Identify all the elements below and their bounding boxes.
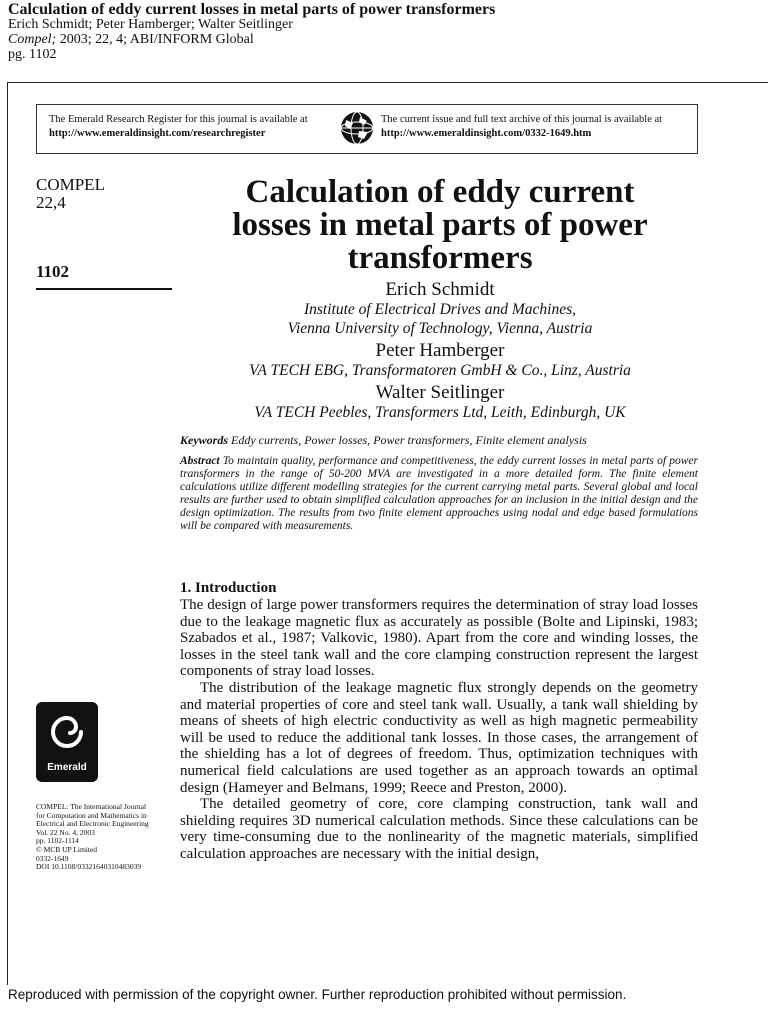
author-affiliation: VA TECH EBG, Transformatoren GmbH & Co., Linz, Austria [249,362,631,379]
article-title [180,176,700,275]
document-title: Calculation of eddy current losses in metal parts of power transformers [8,1,496,18]
author-affiliation: VA TECH Peebles, Transformers Ltd, Leith, Edinburgh, UK [254,404,626,421]
citation-line: © MCB UP Limited [36,844,98,854]
journal-name: COMPEL [36,175,105,194]
abstract [180,455,698,533]
register-left-link[interactable]: http://www.emeraldinsight.com/researchregister [49,128,266,139]
article-title-line: transformers [347,240,533,276]
paragraph: The design of large power transformers requires the determination of stray load losses due to the leakage magnetic flux as accurately as possible (Bolte and Lipinski, 1983; Szabados et al., 1987; Valkovic, 1980). Apart from the core and winding losses, the losses in the steel tank wall and the core clamping construction represent the largest components of stray load losses. [180,597,698,680]
paragraph: The detailed geometry of core, core clamping construction, tank wall and shielding requires 3D numerical calculation methods. Since these calculations can be very time-consuming due to the nonlinearity of the magnetic materials, simplified calculation approaches are necessary with the initial design, [180,796,698,862]
citation-line: pp. 1102-1114 [36,836,79,846]
copyright-footer: Reproduced with permission of the copyright owner. Further reproduction prohibited without permission. [8,987,627,1002]
register-right-text: The current issue and full text archive of this journal is available at [381,114,663,125]
emerald-logo [36,702,98,782]
page-number: 1102 [36,262,70,281]
citation-line: DOI 10.1108/03321640310483039 [36,862,142,872]
citation-line: COMPEL: The International Journal [36,802,147,811]
article-title-line: Calculation of eddy current [245,174,635,210]
article-title-line: losses in metal parts of power [232,207,648,243]
emerald-logo-text: Emerald [47,762,87,773]
journal-volume: 22,4 [36,193,66,212]
emerald-swirl-icon [45,710,89,754]
margin-journal [36,176,105,212]
register-left [49,113,308,141]
document-page: pg. 1102 [8,47,57,62]
keywords-text: Eddy currents, Power losses, Power transformers, Finite element analysis [228,433,587,447]
author-name: Walter Seitlinger [375,382,505,403]
author-name: Peter Hamberger [375,340,505,361]
author-name: Erich Schmidt [385,279,495,300]
citation-line: Electrical and Electronic Engineering [36,819,149,829]
page-number-rule [36,288,172,290]
section-heading: 1. Introduction [180,580,277,596]
source-issue: 2003; 22, 4; ABI/INFORM Global [56,32,254,47]
emerald-register-box [36,104,698,154]
author-affiliation: Vienna University of Technology, Vienna, Austria [287,320,593,337]
body-text [180,597,698,863]
citation-line: 0332-1649 [36,853,69,863]
globe-icon [340,111,374,145]
source-journal: Compel; [8,32,57,47]
keywords-label: Keywords [180,433,228,447]
register-right-link[interactable]: http://www.emeraldinsight.com/0332-1649.htm [381,128,592,139]
paragraph: The distribution of the leakage magnetic flux strongly depends on the geometry and material properties of core and steel tank wall. Usually, a tank wall shielding by means of sheets of high electric conductivity as well as high magnetic permeability will be used to reduce the additional tank losses. In those cases, the arrangement of the shielding has a lot of degrees of freedom. Thus, optimization techniques with numerical field calculations are used together as an approach towards an optimal design (Hameyer and Belmans, 1999; Reece and Preston, 2000). [180,679,698,796]
citation-line: for Computation and Mathematics in [36,810,147,820]
citation-line: Vol. 22 No. 4, 2003 [36,827,95,837]
author-affiliation: Institute of Electrical Drives and Machines, [303,301,577,318]
document-authors: Erich Schmidt; Peter Hamberger; Walter Seitlinger [8,17,293,32]
document-header [8,2,495,62]
register-right [381,113,662,141]
abstract-text: To maintain quality, performance and competitiveness, the eddy current losses in metal parts of power transformers in the range of 50-200 MVA are investigated in a more detailed form. The finite element calculations utilize different modelling strategies for the current carrying metal parts. Several global and local results are further used to obtain simplified calculation approaches for an inclusion in the initial design and the design optimization. The results from two finite element approaches using nodal and edge based formulations will be compared with measurements. [180,455,698,532]
keywords [180,433,700,448]
abstract-label: Abstract [180,455,220,467]
register-left-text: The Emerald Research Register for this journal is available at [49,114,308,125]
citation-block [36,803,176,872]
document-source [8,32,495,47]
